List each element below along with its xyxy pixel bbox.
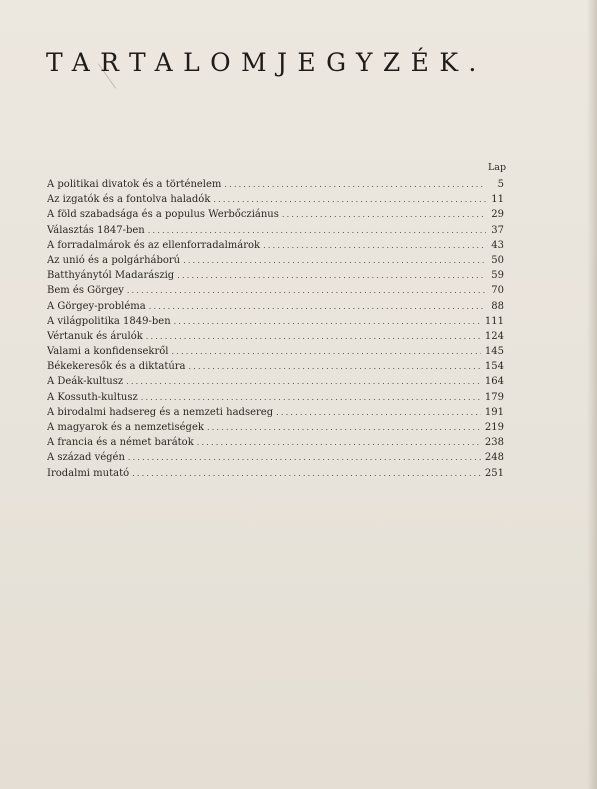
- dot-leader: [174, 314, 481, 329]
- dot-leader: [141, 390, 481, 405]
- toc-entry: [47, 435, 504, 450]
- toc-entry: [47, 268, 504, 283]
- toc-entry-page: 43: [491, 239, 504, 251]
- dot-leader: [189, 359, 481, 374]
- dot-leader: [282, 207, 486, 222]
- dot-leader: [224, 177, 486, 192]
- toc-entry-page: 29: [491, 209, 504, 221]
- toc-entry-page: 5: [497, 179, 504, 190]
- toc-entry: [47, 466, 504, 481]
- toc-entry: [47, 390, 504, 405]
- toc-entry: [47, 238, 504, 253]
- page-edge-shadow: [587, 0, 597, 789]
- toc-entry-page: 11: [491, 194, 504, 206]
- dot-leader: [177, 268, 486, 283]
- toc-entry-page: 179: [484, 391, 504, 403]
- toc-entry-page: 248: [484, 452, 504, 464]
- toc-entry-title: A század végén: [47, 452, 125, 464]
- toc-entry: [47, 207, 504, 222]
- toc-entry-page: 238: [484, 437, 504, 449]
- toc-entry-title: Békekeresők és a diktatúra: [47, 361, 186, 373]
- dot-leader: [126, 374, 481, 389]
- toc-entry: [47, 314, 504, 329]
- toc-entry: [47, 223, 504, 238]
- dot-leader: [276, 405, 481, 420]
- toc-entry-title: Választás 1847-ben: [47, 224, 145, 236]
- dot-leader: [146, 329, 481, 344]
- dot-leader: [149, 299, 486, 314]
- toc-entry-page: 88: [491, 300, 504, 312]
- toc-entry-title: A forradalmárok és az ellenforradalmárok: [47, 239, 261, 251]
- toc-entry-title: Irodalmi mutató: [47, 467, 130, 479]
- toc-entry: [47, 359, 504, 374]
- dot-leader: [148, 223, 486, 238]
- toc-entry: [47, 253, 504, 268]
- toc-entry-title: Az izgatók és a fontolva haladók: [47, 194, 211, 206]
- toc-entry-title: A magyarok és a nemzetiségek: [47, 422, 204, 433]
- toc-entry-title: A föld szabadsága és a populus Werbőcziánus: [47, 209, 279, 221]
- toc-entry-page: 50: [491, 254, 504, 266]
- toc-entry: [47, 192, 504, 207]
- dot-leader: [213, 192, 486, 207]
- toc-entry-title: Bem és Görgey: [47, 285, 124, 297]
- toc-entry: [47, 299, 504, 314]
- table-of-contents: [47, 177, 504, 481]
- toc-entry-title: Vértanuk és árulók: [47, 330, 143, 342]
- toc-entry-page: 37: [491, 224, 504, 236]
- toc-entry-title: A politikai divatok és a történelem: [47, 179, 222, 190]
- toc-entry: [47, 177, 504, 192]
- toc-entry-page: 164: [484, 376, 504, 388]
- toc-entry: [47, 420, 504, 435]
- page-title: TARTALOMJEGYZÉK.: [46, 48, 487, 77]
- toc-entry-page: 145: [484, 346, 504, 358]
- toc-entry-page: 191: [484, 406, 504, 418]
- toc-entry-title: Batthyánytól Madarászig: [47, 270, 175, 282]
- toc-entry-page: 124: [484, 330, 504, 342]
- toc-entry-title: A birodalmi hadsereg és a nemzeti hadsereg: [47, 406, 274, 418]
- dot-leader: [127, 283, 486, 298]
- dot-leader: [132, 466, 481, 481]
- dot-leader: [263, 238, 486, 253]
- page-column-label: Lap: [488, 162, 507, 173]
- toc-entry-title: A francia és a német barátok: [47, 437, 194, 449]
- toc-entry-title: A Görgey-probléma: [47, 300, 146, 312]
- toc-entry: [47, 329, 504, 344]
- toc-entry-page: 70: [491, 285, 504, 297]
- dot-leader: [183, 253, 486, 268]
- dot-leader: [197, 435, 481, 450]
- dot-leader: [128, 450, 481, 465]
- dot-leader: [207, 420, 481, 435]
- toc-entry-title: Az unió és a polgárháború: [47, 254, 181, 266]
- toc-entry: [47, 374, 504, 389]
- toc-entry-page: 154: [484, 361, 504, 373]
- toc-entry: [47, 405, 504, 420]
- toc-entry: [47, 450, 504, 465]
- toc-entry-title: A világpolitika 1849-ben: [47, 315, 171, 327]
- toc-entry-page: 251: [484, 467, 504, 479]
- toc-entry-page: 59: [491, 270, 504, 282]
- toc-entry-page: 111: [484, 315, 504, 327]
- toc-entry-title: Valami a konfidensekről: [47, 346, 169, 358]
- toc-entry-page: 219: [484, 422, 504, 433]
- dot-leader: [171, 344, 480, 359]
- toc-entry-title: A Deák-kultusz: [47, 376, 124, 388]
- toc-entry: [47, 344, 504, 359]
- toc-entry: [47, 283, 504, 298]
- toc-entry-title: A Kossuth-kultusz: [47, 391, 138, 403]
